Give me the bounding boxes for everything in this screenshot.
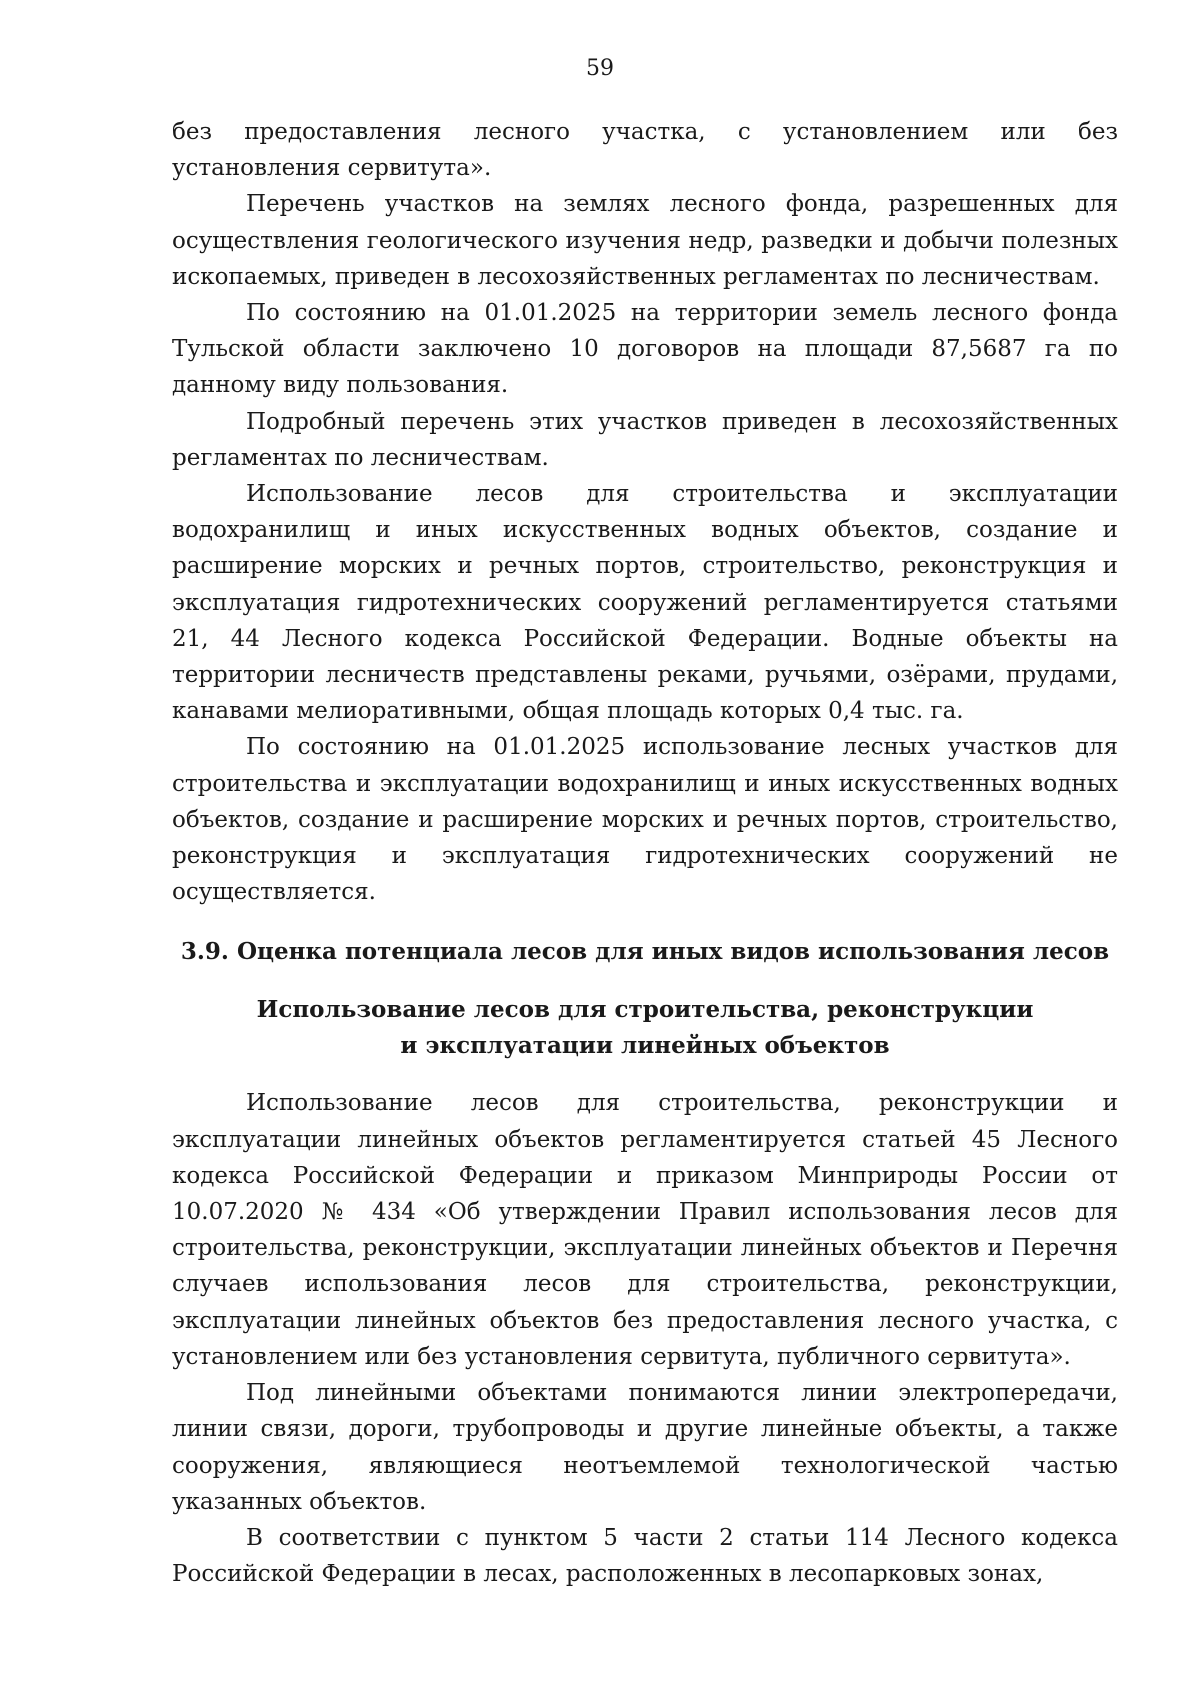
subsection-heading-line-1: Использование лесов для строительства, реконструкции <box>256 996 1034 1024</box>
subsection-heading <box>172 992 1118 1064</box>
paragraph-detailed-list: Подробный перечень этих участков приведен в лесохозяйственных регламентах по лесничествам. <box>172 408 1118 471</box>
paragraph-geology-list: Перечень участков на землях лесного фонда, разрешенных для осуществления геологического изучения недр, разведки и добычи полезных ископаемых, приведен в лесохозяйственных регламентах по лесничествам. <box>172 191 1118 290</box>
document-body <box>172 114 1118 1592</box>
paragraph-forest-park-zones: В соответствии с пунктом 5 части 2 статьи 114 Лесного кодекса Российской Федерации в лесах, расположенных в лесопарковых зонах, <box>172 1524 1118 1588</box>
paragraph-continuation: без предоставления лесного участка, с установлением или без установления сервитута». <box>172 119 1118 182</box>
paragraph-linear-objects-definition: Под линейными объектами понимаются линии электропередачи, линии связи, дороги, трубопроводы и другие линейные объекты, а также сооружения, являющиеся неотъемлемой технологической частью указанных объектов. <box>172 1380 1118 1515</box>
paragraph-water-objects: Использование лесов для строительства и эксплуатации водохранилищ и иных искусственных водных объектов, создание и расширение морских и речных портов, строительство, реконструкция и эксплуатация гидротехнических сооружений регламентируется статьями 21, 44 Лесного кодекса Российской Федерации. Водные объекты на территории лесничеств представлены реками, ручьями, озёрами, прудами, канавами мелиоративными, общая площадь которых 0,4 тыс. га. <box>172 481 1118 725</box>
paragraph-contracts-status: По состоянию на 01.01.2025 на территории земель лесного фонда Тульской области заключено 10 договоров на площади 87,5687 га по данному виду пользования. <box>172 300 1118 399</box>
section-heading: 3.9. Оценка потенциала лесов для иных видов использования лесов <box>180 938 1110 966</box>
subsection-heading-line-2: и эксплуатации линейных объектов <box>400 1032 890 1060</box>
page-number: 59 <box>586 56 614 81</box>
paragraph-water-status: По состоянию на 01.01.2025 использование лесных участков для строительства и эксплуатации водохранилищ и иных искусственных водных объектов, создание и расширение морских и речных портов, строительство, реконструкция и эксплуатация гидротехнических сооружений не осуществляется. <box>172 734 1118 906</box>
paragraph-linear-objects-regulation: Использование лесов для строительства, реконструкции и эксплуатации линейных объектов регламентируется статьей 45 Лесного кодекса Российской Федерации и приказом Минприроды России от 10.07.2020 № 434 «Об утверждении Правил использования лесов для строительства, реконструкции, эксплуатации линейных объектов и Перечня случаев использования лесов для строительства, реконструкции, эксплуатации линейных объектов без предоставления лесного участка, с установлением или без установления сервитута, публичного сервитута». <box>172 1090 1118 1370</box>
